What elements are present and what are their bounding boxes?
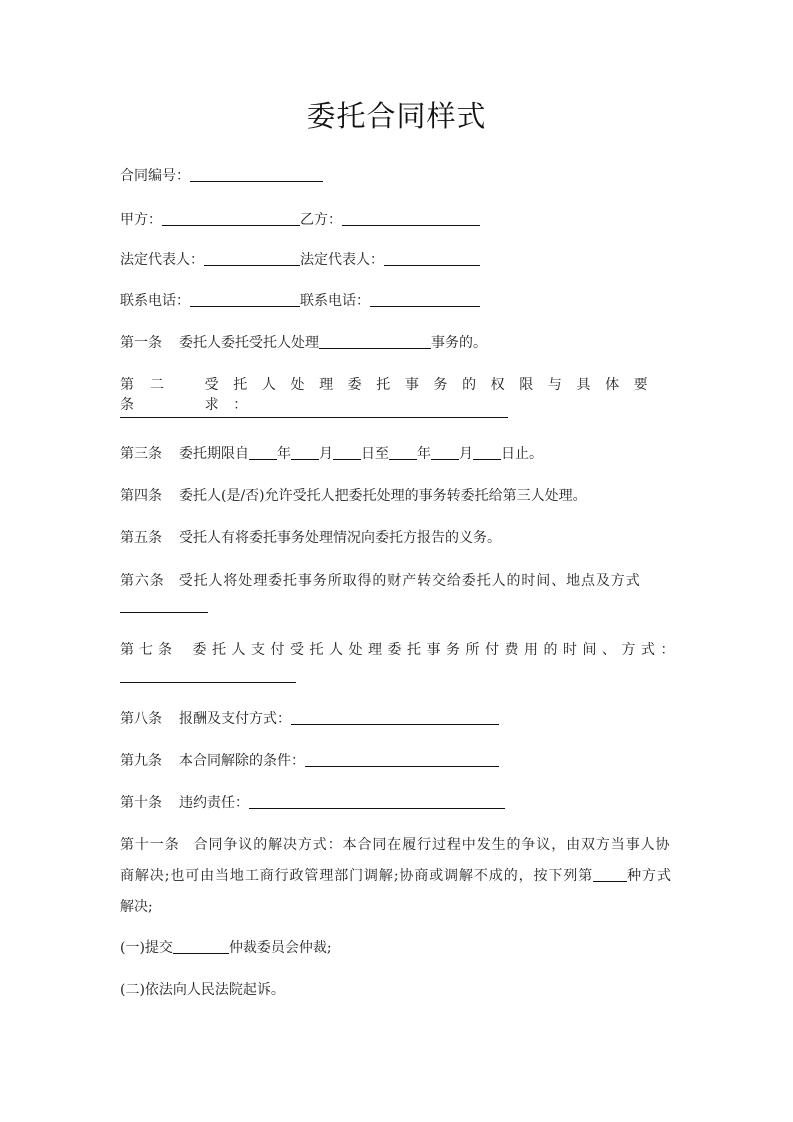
document-title: 委托合同样式 <box>306 99 487 133</box>
month-label: 月 <box>459 446 473 462</box>
article-1-text-pre: 委托人委托受托人处理 <box>179 335 319 351</box>
article-6-number: 第六条 <box>120 573 165 589</box>
party-b-field[interactable] <box>342 211 480 226</box>
option-1-text-pre: (一)提交 <box>120 940 173 956</box>
article-11-number: 第十一条 <box>120 837 180 853</box>
end-month-field[interactable] <box>431 445 459 460</box>
article-5-text: 受托人有将委托事务处理情况向委托方报告的义务。 <box>179 530 501 546</box>
end-year-field[interactable] <box>389 445 417 460</box>
contract-number-row <box>120 166 323 186</box>
phone-b-field[interactable] <box>370 292 480 307</box>
article-2-number: 第二条 <box>120 377 180 413</box>
article-10-text: 违约责任： <box>179 795 249 811</box>
month-label: 月 <box>319 446 333 462</box>
article-9-text: 本合同解除的条件： <box>179 753 305 769</box>
article-6-text: 受托人将处理委托事务所取得的财产转交给委托人的时间、地点及方式 <box>178 573 641 589</box>
article-6-field[interactable] <box>120 598 208 613</box>
legal-rep-a-field[interactable] <box>204 251 300 266</box>
article-10-number: 第十条 <box>120 795 162 811</box>
article-9-field[interactable] <box>305 752 499 767</box>
article-4-number: 第四条 <box>120 488 162 504</box>
start-day-field[interactable] <box>333 445 361 460</box>
phone-a-label: 联系电话： <box>120 293 190 309</box>
legal-rep-b-label: 法定代表人： <box>300 252 384 268</box>
year-label: 年 <box>277 446 291 462</box>
article-5-number: 第五条 <box>120 530 162 546</box>
article-2-text: 受托人处理委托事务的权限与具体要求： <box>204 377 663 413</box>
article-6 <box>120 571 641 591</box>
article-11-line-1 <box>120 830 676 861</box>
article-7-text: 委托人支付受托人处理委托事务所付费用的时间、方式： <box>192 642 680 658</box>
article-2-answer-row <box>120 402 508 422</box>
day-end-label: 日止。 <box>501 446 543 462</box>
party-a-label: 甲方： <box>120 212 162 228</box>
contract-number-label: 合同编号： <box>120 168 190 184</box>
arbitration-committee-field[interactable] <box>173 939 229 954</box>
end-day-field[interactable] <box>473 445 501 460</box>
article-11 <box>120 830 676 923</box>
phone-row <box>120 291 480 311</box>
party-b-label: 乙方： <box>300 212 342 228</box>
legal-rep-a-label: 法定代表人： <box>120 252 204 268</box>
article-9-number: 第九条 <box>120 753 162 769</box>
article-9 <box>120 751 499 771</box>
article-7 <box>120 640 680 660</box>
day-to-label: 日至 <box>361 446 389 462</box>
phone-a-field[interactable] <box>190 292 300 307</box>
article-11-text-3: 解决; <box>120 899 153 915</box>
article-2-field[interactable] <box>120 403 508 418</box>
phone-b-label: 联系电话： <box>300 293 370 309</box>
article-7-answer-row <box>120 667 296 687</box>
article-11-text-2: 商解决;也可由当地工商行政管理部门调解;协商或调解不成的，按下列第 <box>120 868 594 884</box>
article-7-number: 第七条 <box>120 642 177 658</box>
article-3-number: 第三条 <box>120 446 162 462</box>
article-8-number: 第八条 <box>120 711 162 727</box>
option-2-text: (二)依法向人民法院起诉。 <box>120 982 285 998</box>
legal-rep-b-field[interactable] <box>384 251 480 266</box>
option-2 <box>120 980 285 1000</box>
article-5 <box>120 528 501 548</box>
article-10-field[interactable] <box>249 794 505 809</box>
article-3-text-pre: 委托期限自 <box>179 446 249 462</box>
start-year-field[interactable] <box>249 445 277 460</box>
party-a-field[interactable] <box>162 211 300 226</box>
article-10 <box>120 793 505 813</box>
article-11-line-3 <box>120 892 676 923</box>
article-1-field[interactable] <box>319 334 431 349</box>
start-month-field[interactable] <box>291 445 319 460</box>
article-8-field[interactable] <box>291 710 499 725</box>
year-label: 年 <box>417 446 431 462</box>
article-3 <box>120 444 543 464</box>
article-8 <box>120 709 499 729</box>
contract-number-field[interactable] <box>190 167 323 182</box>
article-11-text-2b: 种方式 <box>627 868 672 884</box>
article-1-number: 第一条 <box>120 335 162 351</box>
option-1 <box>120 938 332 958</box>
option-1-text-post: 仲裁委员会仲裁; <box>228 940 332 956</box>
article-4 <box>120 486 587 506</box>
article-7-field[interactable] <box>120 668 296 683</box>
article-1-text-post: 事务的。 <box>431 335 487 351</box>
legal-rep-row <box>120 250 480 270</box>
article-4-text: 委托人(是/否)允许受托人把委托处理的事务转委托给第三人处理。 <box>179 488 587 504</box>
article-1 <box>120 333 487 353</box>
article-6-answer-row <box>120 597 208 617</box>
article-11-line-2 <box>120 861 676 892</box>
parties-row <box>120 210 480 230</box>
article-11-text-1: 合同争议的解决方式：本合同在履行过程中发生的争议，由双方当事人协 <box>193 837 671 853</box>
article-8-text: 报酬及支付方式： <box>179 711 291 727</box>
article-11-method-field[interactable] <box>593 867 627 882</box>
